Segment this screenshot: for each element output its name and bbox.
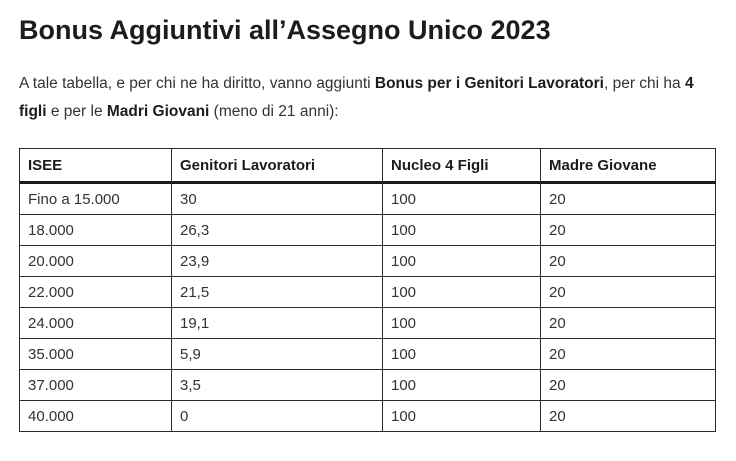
bonus-table-container xyxy=(19,148,715,432)
cell-madre-giovane: 20 xyxy=(541,339,716,370)
cell-nucleo-4-figli: 100 xyxy=(383,339,541,370)
cell-genitori-lavoratori: 23,9 xyxy=(172,246,383,277)
cell-madre-giovane: 20 xyxy=(541,308,716,339)
cell-nucleo-4-figli: 100 xyxy=(383,401,541,432)
table-row xyxy=(20,401,716,432)
cell-isee: 35.000 xyxy=(20,339,172,370)
table-header-row xyxy=(20,149,716,183)
header-madre-giovane: Madre Giovane xyxy=(541,149,716,183)
header-nucleo-4-figli: Nucleo 4 Figli xyxy=(383,149,541,183)
intro-bold-4-figli: 4 figli xyxy=(19,75,694,120)
intro-paragraph xyxy=(19,70,719,126)
table-row xyxy=(20,246,716,277)
cell-madre-giovane: 20 xyxy=(541,215,716,246)
table-body xyxy=(20,183,716,432)
table-row xyxy=(20,370,716,401)
bonus-table xyxy=(19,148,716,432)
cell-genitori-lavoratori: 5,9 xyxy=(172,339,383,370)
intro-bold-genitori-lavoratori: Bonus per i Genitori Lavoratori xyxy=(374,75,604,92)
cell-genitori-lavoratori: 3,5 xyxy=(172,370,383,401)
cell-madre-giovane: 20 xyxy=(541,401,716,432)
page-title: Bonus Aggiuntivi all’Assegno Unico 2023 xyxy=(19,15,551,45)
cell-genitori-lavoratori: 21,5 xyxy=(172,277,383,308)
table-row xyxy=(20,183,716,215)
cell-isee: 24.000 xyxy=(20,308,172,339)
intro-text-1: A tale tabella, e per chi ne ha diritto, vanno aggiunti xyxy=(19,75,375,92)
header-genitori-lavoratori: Genitori Lavoratori xyxy=(172,149,383,183)
cell-genitori-lavoratori: 30 xyxy=(172,183,383,215)
cell-isee: Fino a 15.000 xyxy=(20,183,172,215)
cell-nucleo-4-figli: 100 xyxy=(383,308,541,339)
cell-nucleo-4-figli: 100 xyxy=(383,370,541,401)
header-isee: ISEE xyxy=(20,149,172,183)
cell-isee: 22.000 xyxy=(20,277,172,308)
table-row xyxy=(20,308,716,339)
cell-isee: 40.000 xyxy=(20,401,172,432)
table-row xyxy=(20,215,716,246)
cell-nucleo-4-figli: 100 xyxy=(383,246,541,277)
cell-genitori-lavoratori: 19,1 xyxy=(172,308,383,339)
cell-nucleo-4-figli: 100 xyxy=(383,183,541,215)
cell-isee: 18.000 xyxy=(20,215,172,246)
cell-isee: 20.000 xyxy=(20,246,172,277)
table-row xyxy=(20,277,716,308)
cell-madre-giovane: 20 xyxy=(541,370,716,401)
cell-genitori-lavoratori: 0 xyxy=(172,401,383,432)
cell-genitori-lavoratori: 26,3 xyxy=(172,215,383,246)
cell-isee: 37.000 xyxy=(20,370,172,401)
cell-madre-giovane: 20 xyxy=(541,183,716,215)
cell-nucleo-4-figli: 100 xyxy=(383,215,541,246)
cell-madre-giovane: 20 xyxy=(541,277,716,308)
intro-text-2: , per chi ha xyxy=(603,75,685,92)
table-row xyxy=(20,339,716,370)
intro-text-3: e per le xyxy=(46,103,107,120)
cell-nucleo-4-figli: 100 xyxy=(383,277,541,308)
intro-bold-madri-giovani: Madri Giovani xyxy=(106,103,210,120)
cell-madre-giovane: 20 xyxy=(541,246,716,277)
intro-text-4: (meno di 21 anni): xyxy=(209,103,339,120)
